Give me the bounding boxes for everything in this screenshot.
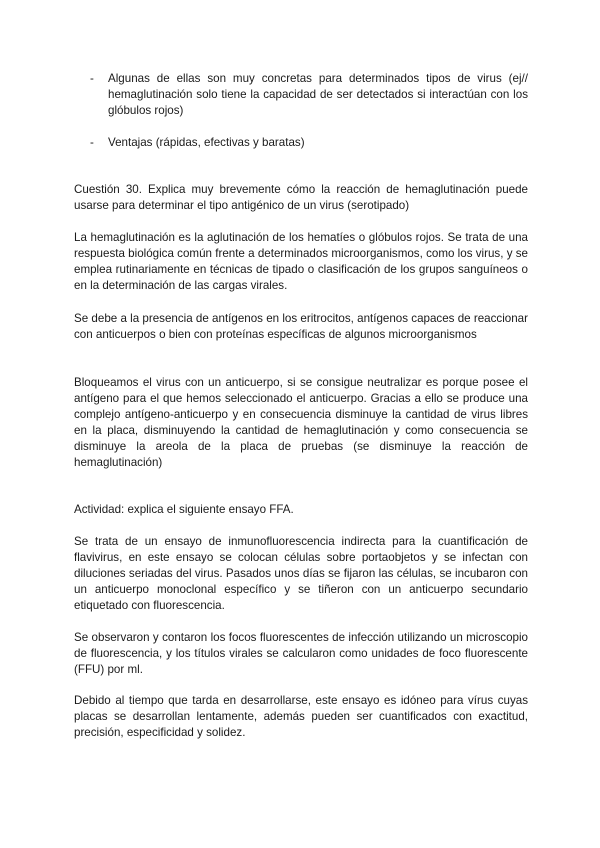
activity-paragraph: Se observaron y contaron los focos fluorescentes de infección utilizando un microscopio de fluorescencia, y los títulos virales se calcularon como unidades de foco fluorescente (FFU) por ml.	[74, 631, 528, 676]
bullet-dash: -	[90, 136, 94, 149]
answer-paragraph: Bloqueamos el virus con un anticuerpo, si se consigue neutralizar es porque posee el antígeno para el que hemos seleccionado el anticuerpo. Gracias a ello se produce una complejo antígeno-anticuerpo y en consecuencia disminuye la cantidad de virus libres en la placa, disminuyendo la cantidad de hemaglutinación y como consecuencia se disminuye la areola de la placa de pruebas (se disminuye la reacción de hemaglutinación)	[74, 376, 528, 469]
activity-paragraph: Debido al tiempo que tarda en desarrollarse, este ensayo es idóneo para vírus cuyas placas se desarrollan lentamente, además pueden ser cuantificados con exactitud, precisión, especificidad y solidez.	[74, 694, 528, 739]
answer-paragraph: Se debe a la presencia de antígenos en los eritrocitos, antígenos capaces de reaccionar con anticuerpos o bien con proteínas específicas de algunos microorganismos	[74, 312, 528, 341]
question-30: Cuestión 30. Explica muy brevemente cómo la reacción de hemaglutinación puede usarse para determinar el tipo antigénico de un virus (serotipado)	[74, 183, 528, 212]
bullet-text: Ventajas (rápidas, efectivas y baratas)	[108, 136, 305, 149]
activity-heading: Actividad: explica el siguiente ensayo FFA.	[74, 503, 294, 516]
bullet-dash: -	[90, 72, 94, 85]
bullet-text: Algunas de ellas son muy concretas para determinados tipos de virus (ej// hemaglutinación solo tiene la capacidad de ser detectados si interactúan con los glóbulos rojos)	[108, 72, 528, 117]
activity-paragraph: Se trata de un ensayo de inmunofluorescencia indirecta para la cuantificación de flavivirus, en este ensayo se colocan células sobre portaobjetos y se infectan con diluciones seriadas del virus. Pasados unos días se fijaron las células, se incubaron con un anticuerpo monoclonal específico y se tiñeron con un anticuerpo secundario etiquetado con fluorescencia.	[74, 535, 528, 612]
answer-paragraph: La hemaglutinación es la aglutinación de los hematíes o glóbulos rojos. Se trata de una respuesta biológica común frente a determinados microorganismos, como los virus, y se emplea rutinariamente en técnicas de tipado o clasificación de los grupos sanguíneos o en la determinación de las cargas virales.	[74, 231, 528, 292]
